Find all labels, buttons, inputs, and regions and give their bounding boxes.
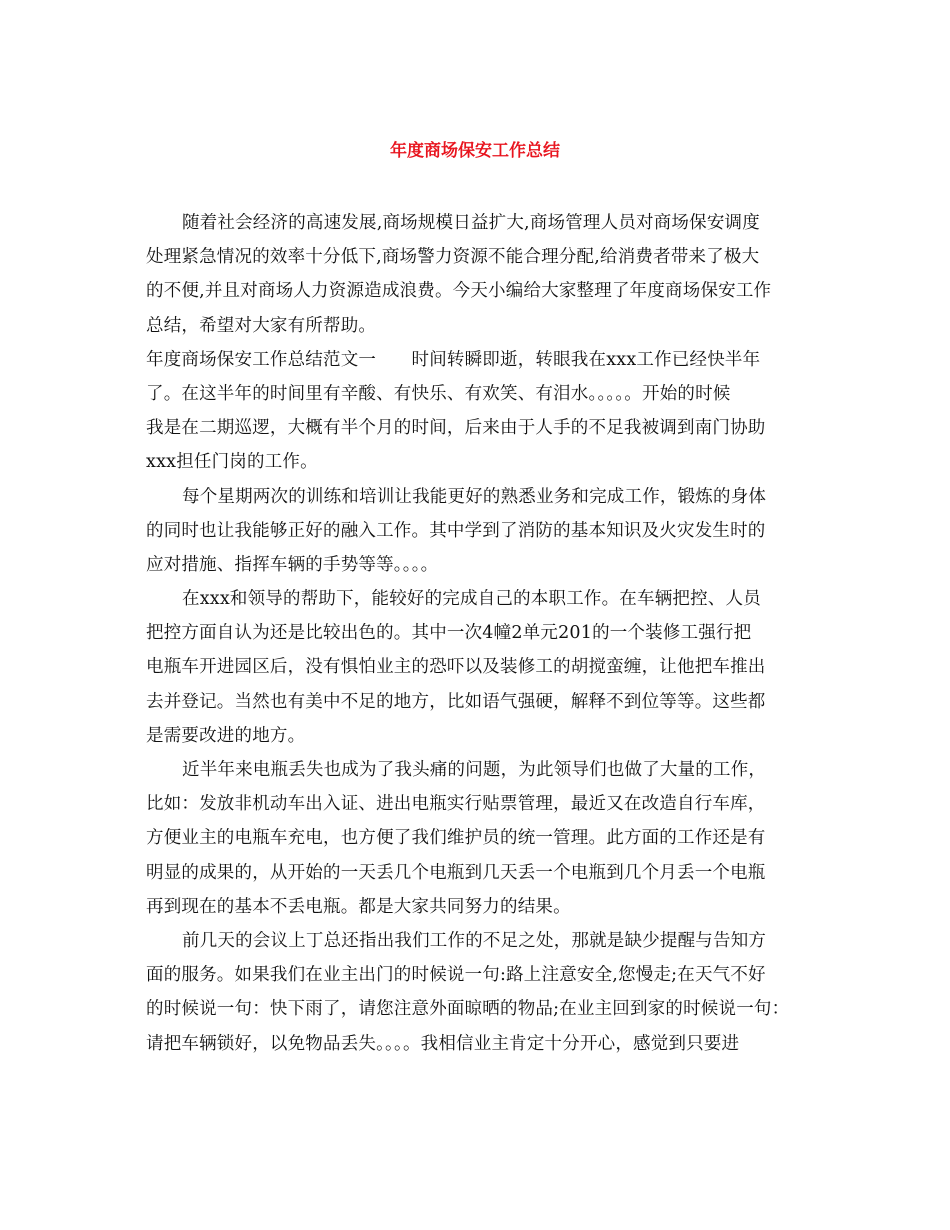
text-line: xxx担任门岗的工作。 — [146, 452, 318, 473]
text-line: 把控方面自认为还是比较出色的。其中一次4幢2单元201的一个装修工强行把 — [146, 623, 752, 644]
text-line: 电瓶车开进园区后，没有惧怕业主的恐吓以及装修工的胡搅蛮缠，让他把车推出 — [146, 657, 766, 678]
text-line: 明显的成果的，从开始的一天丢几个电瓶到几天丢一个电瓶到几个月丢一个电瓶 — [146, 862, 766, 883]
text-line: 方便业主的电瓶车充电，也方便了我们维护员的统一管理。此方面的工作还是有 — [146, 828, 766, 849]
text-line: 的不便,并且对商场人力资源造成浪费。今天小编给大家整理了年度商场保安工作 — [146, 281, 772, 302]
text-line: 去并登记。当然也有美中不足的地方，比如语气强硬，解释不到位等等。这些都 — [146, 691, 766, 712]
text-line: 前几天的会议上丁总还指出我们工作的不足之处，那就是缺少提醒与告知方 — [182, 930, 767, 951]
text-line: 年度商场保安工作总结范文一 时间转瞬即逝，转眼我在xxx工作已经快半年 — [146, 349, 761, 370]
text-line: 的时候说一句：快下雨了，请您注意外面晾晒的物品;在业主回到家的时候说一句： — [146, 999, 790, 1020]
text-line: 每个星期两次的训练和培训让我能更好的熟悉业务和完成工作，锻炼的身体 — [182, 486, 767, 507]
text-line: 是需要改进的地方。 — [146, 725, 306, 746]
text-line: 了。在这半年的时间里有辛酸、有快乐、有欢笑、有泪水。。。。。开始的时候 — [146, 383, 731, 404]
text-line: 应对措施、指挥车辆的手势等等。。。。 — [146, 554, 439, 575]
text-line: 请把车辆锁好，以免物品丢失。。。。我相信业主肯定十分开心，感觉到只要进 — [146, 1033, 740, 1054]
document-body — [146, 206, 818, 1061]
text-line: 在xxx和领导的帮助下，能较好的完成自己的本职工作。在车辆把控、人员 — [182, 589, 761, 610]
document-title: 年度商场保安工作总结 — [390, 141, 560, 161]
text-line: 总结，希望对大家有所帮助。 — [146, 315, 377, 336]
text-line: 随着社会经济的高速发展,商场规模日益扩大,商场管理人员对商场保安调度 — [182, 213, 760, 233]
text-line: 面的服务。如果我们在业主出门的时候说一句:路上注意安全,您慢走;在天气不好 — [146, 965, 766, 986]
text-line: 的同时也让我能够正好的融入工作。其中学到了消防的基本知识及火灾发生时的 — [146, 520, 766, 541]
text-line: 再到现在的基本不丢电瓶。都是大家共同努力的结果。 — [146, 896, 571, 917]
text-line: 我是在二期巡逻，大概有半个月的时间，后来由于人手的不足我被调到南门协助 — [146, 418, 766, 439]
text-line: 处理紧急情况的效率十分低下,商场警力资源不能合理分配,给消费者带来了极大 — [146, 247, 760, 268]
text-line: 比如：发放非机动车出入证、进出电瓶实行贴票管理，最近又在改造自行车库， — [146, 794, 766, 815]
text-line: 近半年来电瓶丢失也成为了我头痛的问题，为此领导们也做了大量的工作， — [182, 760, 767, 780]
